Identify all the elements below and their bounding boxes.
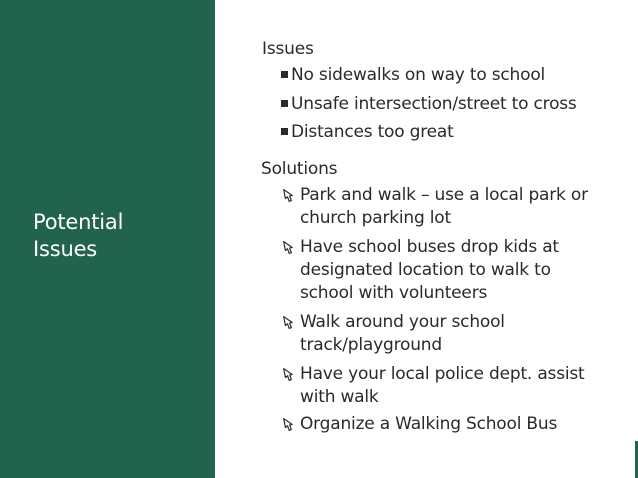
solution-item <box>300 311 530 357</box>
pointing-hand-icon <box>282 314 299 331</box>
square-bullet-icon <box>281 128 288 135</box>
solution-item <box>300 236 570 305</box>
square-bullet-icon <box>281 100 288 107</box>
issue-item <box>281 64 545 87</box>
solution-item-text: Organize a Walking School Bus <box>300 414 558 434</box>
solution-item <box>300 413 610 436</box>
issue-item-text: Distances too great <box>291 122 454 142</box>
solution-item-text: Walk around your school track/playground <box>300 312 505 355</box>
issue-item-text: Unsafe intersection/street to cross <box>291 94 577 114</box>
issues-heading: Issues <box>262 39 314 59</box>
solution-item-text: Have your local police dept. assist with walk <box>300 364 585 407</box>
pointing-hand-icon <box>282 187 299 204</box>
issue-item <box>281 121 454 144</box>
square-bullet-icon <box>281 71 288 78</box>
solution-item <box>300 363 600 409</box>
solution-item-text: Park and walk – use a local park or church parking lot <box>300 185 588 228</box>
pointing-hand-icon <box>282 366 299 383</box>
pointing-hand-icon <box>282 416 299 433</box>
solution-item-text: Have school buses drop kids at designated location to walk to school with volunteers <box>300 237 559 303</box>
slide-title: Potential Issues <box>33 210 124 261</box>
issue-item <box>281 93 577 116</box>
issue-item-text: No sidewalks on way to school <box>291 65 546 85</box>
solution-item <box>300 184 610 230</box>
solutions-heading: Solutions <box>261 159 338 179</box>
pointing-hand-icon <box>282 239 299 256</box>
